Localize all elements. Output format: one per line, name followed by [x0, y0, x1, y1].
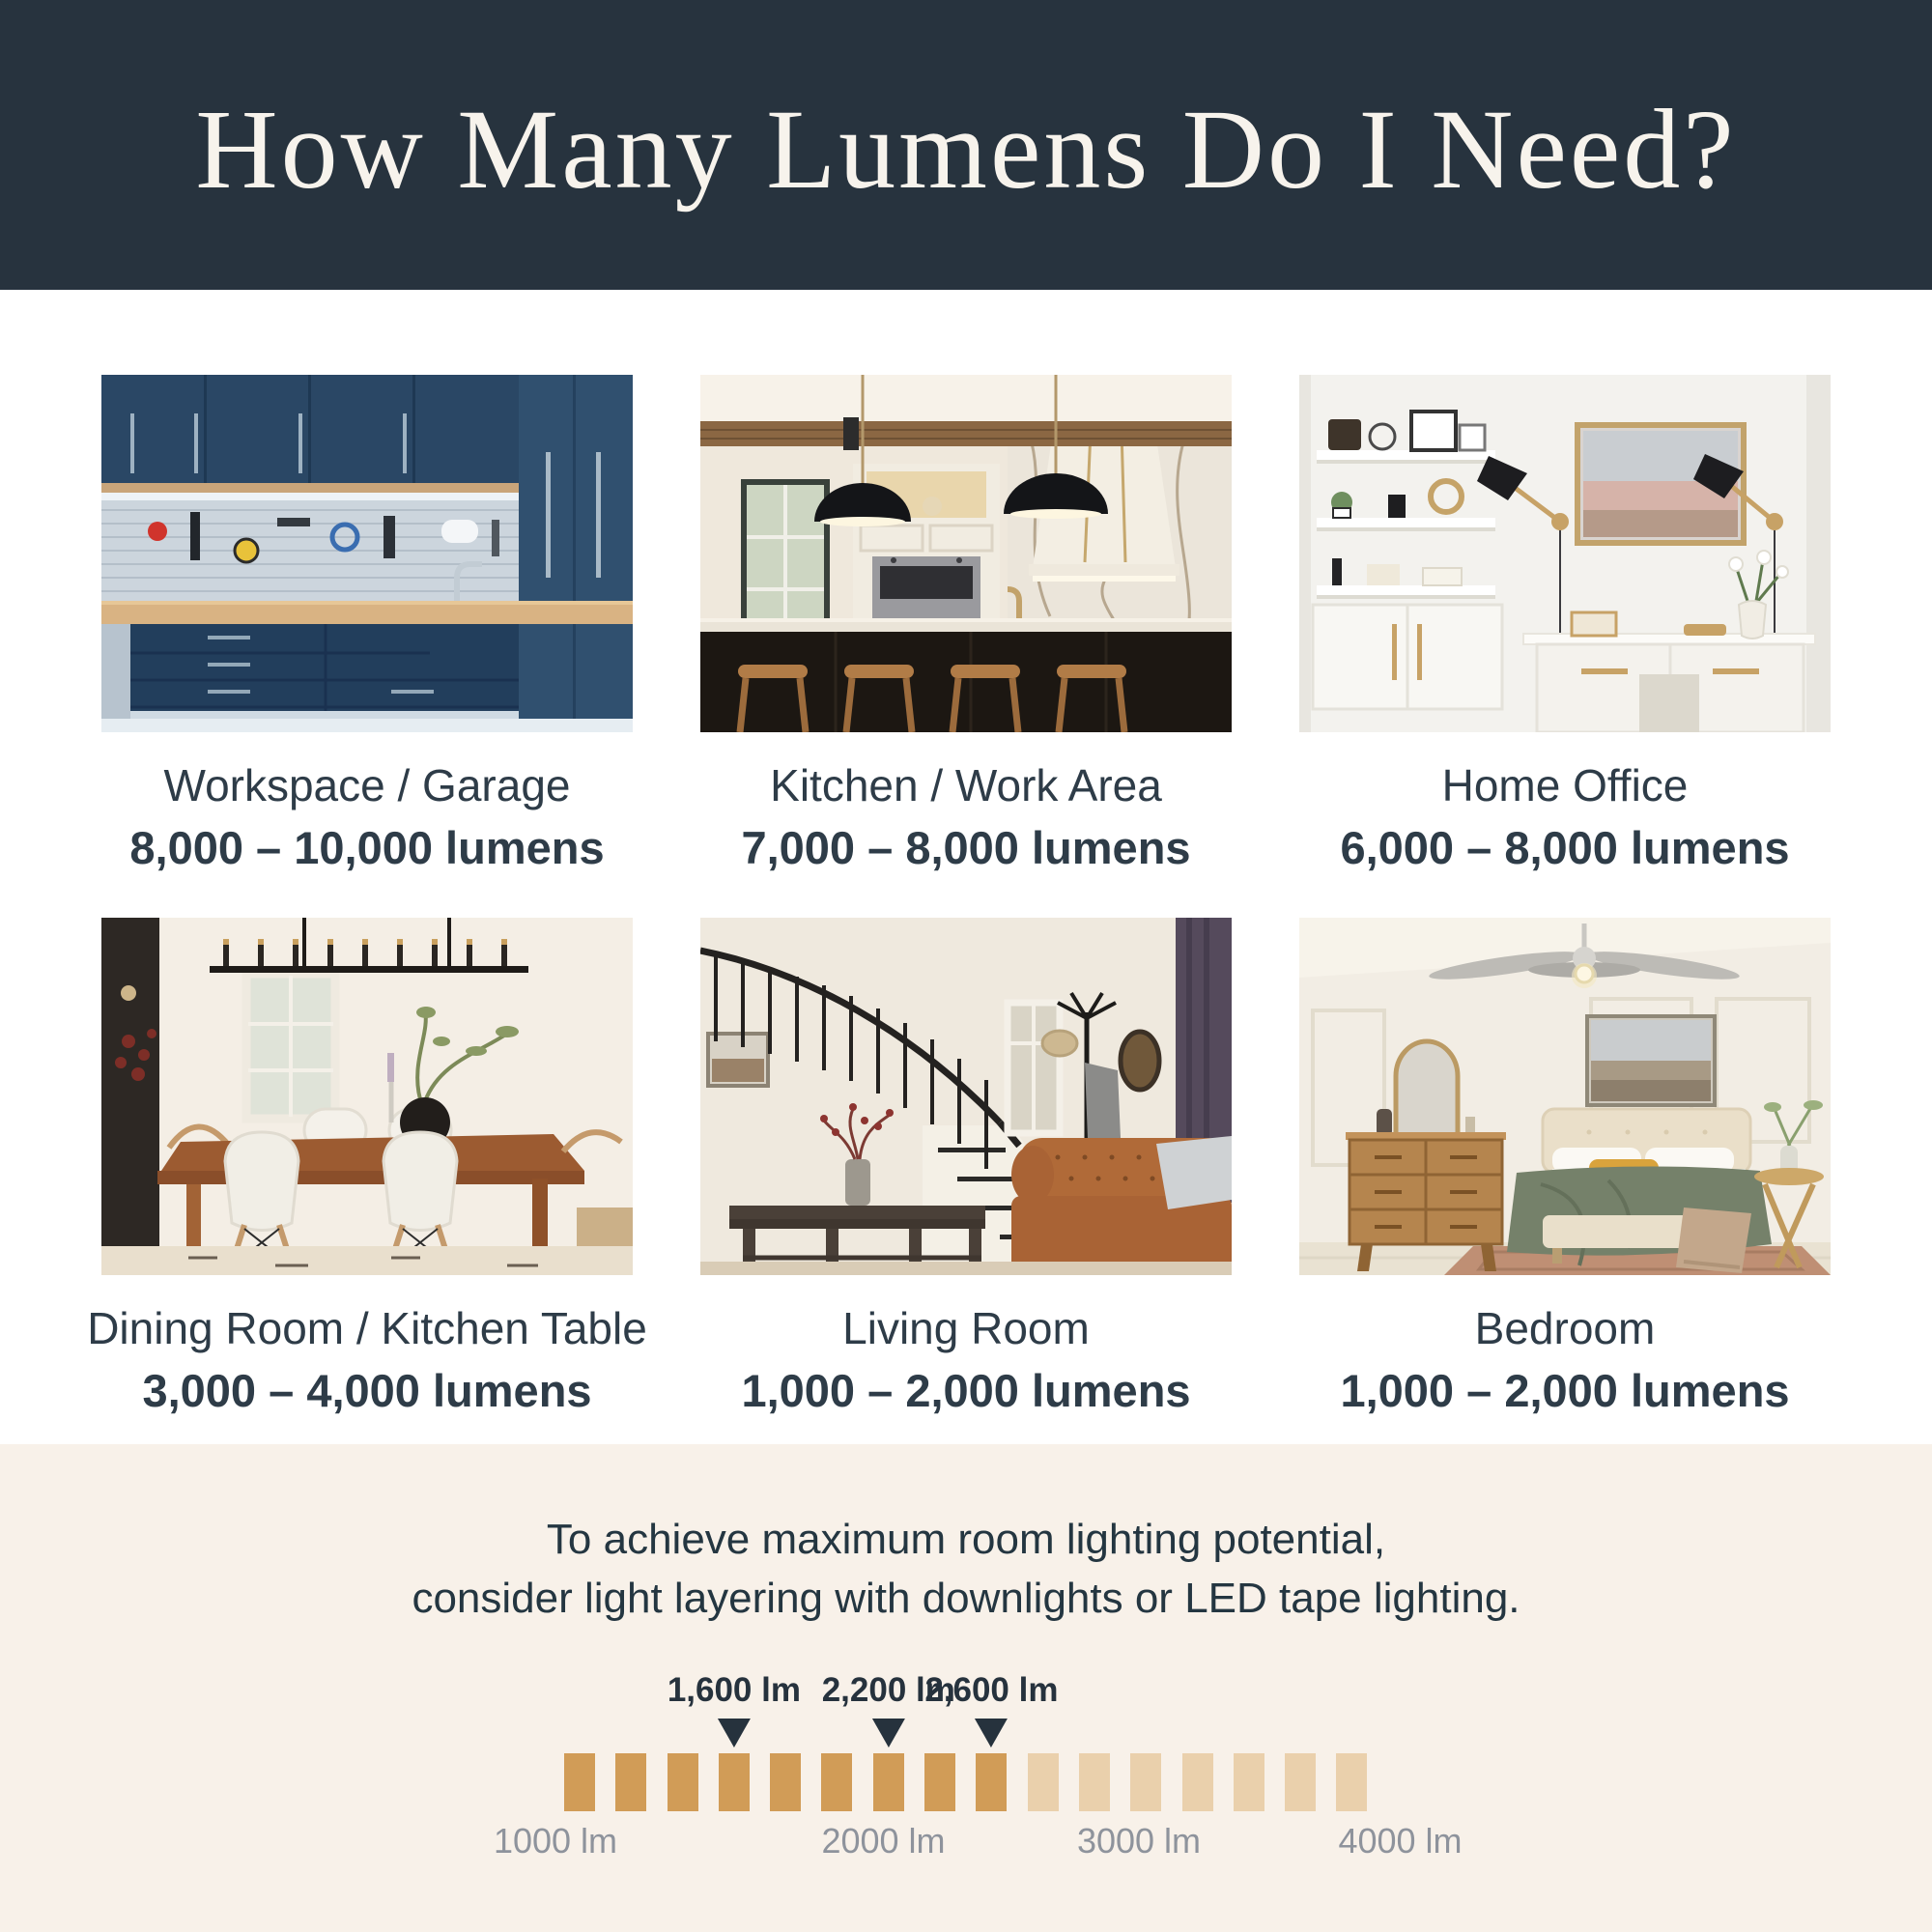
room-card-workspace-garage — [101, 375, 633, 874]
lumen-marker-label: 2,600 lm — [924, 1671, 1059, 1709]
room-label: Workspace / Garage — [163, 760, 571, 810]
lumen-bar-2000 — [821, 1753, 852, 1811]
triangle-down-icon — [718, 1719, 751, 1747]
caption-dining-room — [87, 1302, 647, 1417]
room-card-living-room — [700, 918, 1232, 1417]
home-office-photo — [1299, 375, 1831, 732]
lumen-bar-3400 — [1182, 1753, 1213, 1811]
axis-tick-4000: 4000 lm — [1338, 1821, 1463, 1861]
lumen-bar-2800 — [1028, 1753, 1059, 1811]
lumen-scale-chart — [493, 1671, 1463, 1893]
caption-bedroom — [1299, 1302, 1831, 1417]
lumen-bar-2200 — [873, 1753, 904, 1811]
lumen-bar-1200 — [615, 1753, 646, 1811]
lighting-note-line2: consider light layering with downlights or LED tape lighting. — [412, 1575, 1520, 1622]
desk — [1523, 634, 1815, 732]
bedroom-photo-illustration — [1299, 918, 1831, 1275]
footer-section — [0, 1444, 1932, 1932]
room-lumen-range: 6,000 – 8,000 lumens — [1340, 822, 1790, 873]
lighting-note-line1: To achieve maximum room lighting potential, — [546, 1516, 1386, 1563]
lumen-bar-4000 — [1336, 1753, 1367, 1811]
room-card-bedroom — [1299, 918, 1831, 1417]
room-label: Dining Room / Kitchen Table — [87, 1303, 647, 1353]
axis-tick-2000: 2000 lm — [821, 1821, 946, 1861]
lumen-bar-3800 — [1285, 1753, 1316, 1811]
room-label: Living Room — [842, 1303, 1090, 1353]
lumen-bar-3600 — [1234, 1753, 1264, 1811]
lighting-note — [0, 1510, 1932, 1628]
workspace-garage-photo — [101, 375, 633, 732]
room-card-home-office — [1299, 375, 1831, 874]
lumen-bar-2600 — [976, 1753, 1007, 1811]
axis-tick-1000: 1000 lm — [493, 1821, 618, 1861]
lumen-bar-1400 — [668, 1753, 698, 1811]
room-card-dining-room — [87, 918, 647, 1417]
garage-photo-illustration — [101, 375, 633, 732]
room-label: Home Office — [1441, 760, 1689, 810]
lumen-bar-1000 — [564, 1753, 595, 1811]
axis-tick-3000: 3000 lm — [1076, 1821, 1202, 1861]
header-banner — [0, 0, 1932, 290]
room-lumen-range: 8,000 – 10,000 lumens — [129, 822, 605, 873]
caption-home-office — [1299, 759, 1831, 874]
living-room-photo — [700, 918, 1232, 1275]
kitchen-photo — [700, 375, 1232, 732]
bed — [1507, 1109, 1772, 1273]
room-lumen-range: 3,000 – 4,000 lumens — [142, 1365, 592, 1416]
page-title: How Many Lumens Do I Need? — [195, 86, 1737, 213]
lumen-marker-1600 — [668, 1671, 801, 1747]
caption-kitchen — [700, 759, 1232, 874]
dining-photo-illustration — [101, 918, 633, 1275]
office-photo-illustration — [1299, 375, 1831, 732]
lumen-marker-label: 1,600 lm — [667, 1671, 801, 1709]
triangle-down-icon — [872, 1719, 905, 1747]
triangle-down-icon — [975, 1719, 1008, 1747]
lumen-marker-label: 2,200 lm — [821, 1671, 955, 1709]
lumen-bar-1800 — [770, 1753, 801, 1811]
lumen-marker-2600 — [924, 1671, 1058, 1747]
room-lumen-range: 1,000 – 2,000 lumens — [1340, 1365, 1790, 1416]
bedroom-photo — [1299, 918, 1831, 1275]
lumen-bar-3000 — [1079, 1753, 1110, 1811]
caption-living-room — [700, 1302, 1232, 1417]
room-lumen-range: 1,000 – 2,000 lumens — [741, 1365, 1191, 1416]
room-label: Kitchen / Work Area — [770, 760, 1162, 810]
lumen-bar-1600 — [719, 1753, 750, 1811]
kitchen-photo-illustration — [700, 375, 1232, 732]
leather-sofa — [1011, 1136, 1232, 1275]
lumen-scale-bars — [564, 1753, 1367, 1811]
room-lumen-range: 7,000 – 8,000 lumens — [741, 822, 1191, 873]
room-label: Bedroom — [1474, 1303, 1656, 1353]
dining-room-photo — [101, 918, 633, 1275]
lumen-bar-3200 — [1130, 1753, 1161, 1811]
living-room-photo-illustration — [700, 918, 1232, 1275]
caption-workspace-garage — [101, 759, 633, 874]
room-card-kitchen — [700, 375, 1232, 874]
lumen-bar-2400 — [924, 1753, 955, 1811]
